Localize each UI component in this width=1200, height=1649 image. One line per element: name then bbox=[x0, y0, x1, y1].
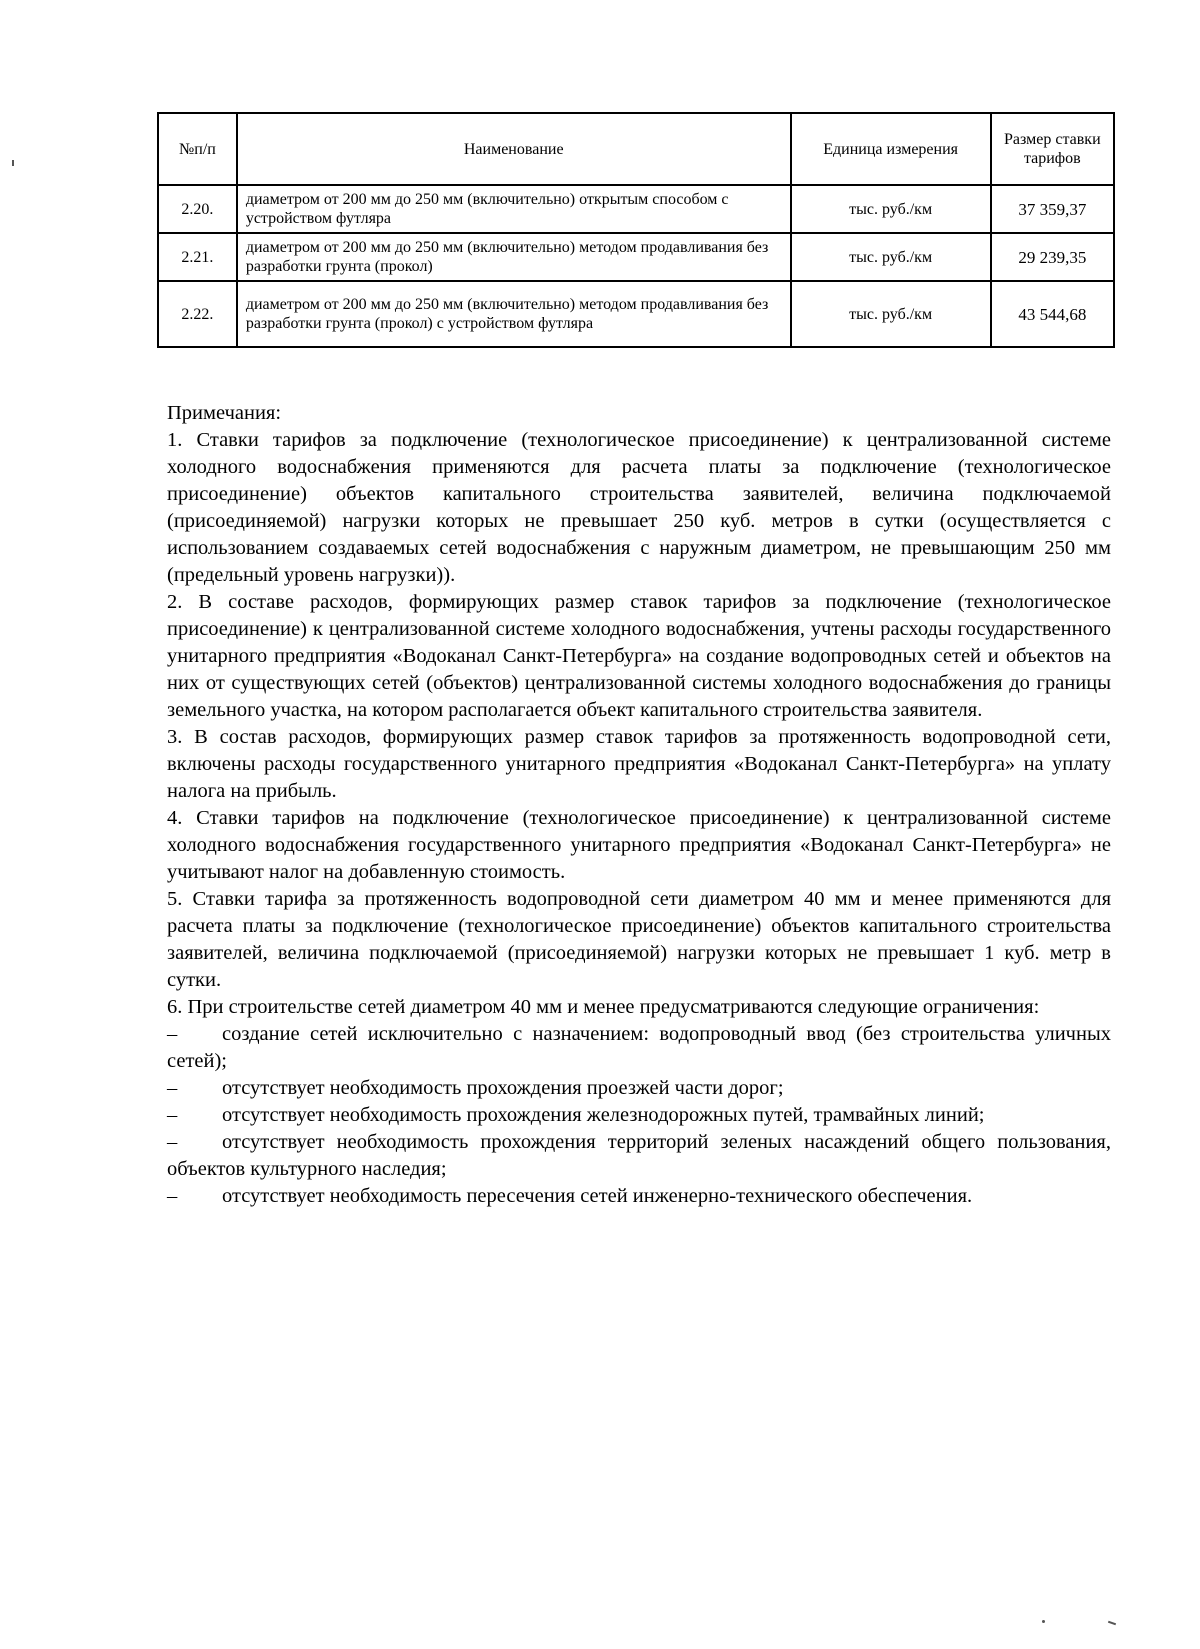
note-bullet bbox=[167, 1102, 1111, 1129]
row-name: диаметром от 200 мм до 250 мм (включительно) методом продавливания без разработки грунта (прокол) bbox=[237, 233, 791, 281]
dash-marker: – bbox=[167, 1104, 178, 1126]
row-unit: тыс. руб./км bbox=[791, 233, 991, 281]
row-num: 2.20. bbox=[158, 185, 237, 233]
tariff-table bbox=[157, 112, 1115, 348]
scan-artifact bbox=[1042, 1620, 1045, 1623]
row-name: диаметром от 200 мм до 250 мм (включительно) открытым способом с устройством футляра bbox=[237, 185, 791, 233]
row-unit: тыс. руб./км bbox=[791, 185, 991, 233]
notes-section bbox=[167, 400, 1111, 1210]
note-item: 6. При строительстве сетей диаметром 40 мм и менее предусматриваются следующие ограничения: bbox=[167, 996, 1040, 1018]
scan-artifact bbox=[1108, 1621, 1116, 1626]
bullet-text: отсутствует необходимость прохождения проезжей части дорог; bbox=[222, 1077, 784, 1099]
row-rate: 37 359,37 bbox=[991, 185, 1114, 233]
row-name: диаметром от 200 мм до 250 мм (включительно) методом продавливания без разработки грунта (прокол) с устройством футляра bbox=[237, 281, 791, 347]
bullet-text: отсутствует необходимость прохождения железнодорожных путей, трамвайных линий; bbox=[222, 1104, 985, 1126]
table-row bbox=[158, 185, 1114, 233]
note-item: 4. Ставки тарифов на подключение (технологическое присоединение) к централизованной системе холодного водоснабжения государственного унитарного предприятия «Водоканал Санкт-Петербурга» не учитывают налог на добавленную стоимость. bbox=[167, 807, 1111, 883]
bullet-text: отсутствует необходимость пересечения сетей инженерно-технического обеспечения. bbox=[222, 1185, 973, 1207]
note-item: 1. Ставки тарифов за подключение (технологическое присоединение) к централизованной системе холодного водоснабжения применяются для расчета платы за подключение (технологическое присоединение) объектов капитального строительства заявителей, величина подключаемой (присоединяемой) нагрузки которых не превышает 250 куб. метров в сутки (осуществляется с использованием создаваемых сетей водоснабжения с наружным диаметром, не превышающим 250 мм (предельный уровень нагрузки)). bbox=[167, 429, 1111, 586]
note-bullet bbox=[167, 1075, 1111, 1102]
note-bullet bbox=[167, 1021, 1111, 1075]
dash-marker: – bbox=[167, 1077, 178, 1099]
dash-marker: – bbox=[167, 1131, 178, 1153]
note-bullet bbox=[167, 1129, 1111, 1183]
row-num: 2.21. bbox=[158, 233, 237, 281]
header-name: Наименование bbox=[237, 113, 791, 185]
table-row bbox=[158, 281, 1114, 347]
bullet-text: отсутствует необходимость прохождения территорий зеленых насаждений общего пользования, объектов культурного наследия; bbox=[167, 1131, 1111, 1180]
bullet-text: создание сетей исключительно с назначением: водопроводный ввод (без строительства уличных сетей); bbox=[167, 1023, 1111, 1072]
note-item: 3. В состав расходов, формирующих размер ставок тарифов за протяженность водопроводной сети, включены расходы государственного унитарного предприятия «Водоканал Санкт-Петербурга» на уплату налога на прибыль. bbox=[167, 726, 1111, 802]
header-unit: Единица измерения bbox=[791, 113, 991, 185]
row-num: 2.22. bbox=[158, 281, 237, 347]
scan-artifact bbox=[12, 160, 14, 166]
note-bullet bbox=[167, 1183, 1111, 1210]
table-row bbox=[158, 233, 1114, 281]
row-rate: 29 239,35 bbox=[991, 233, 1114, 281]
note-item: 2. В составе расходов, формирующих размер ставок тарифов за подключение (технологическое присоединение) к централизованной системе холодного водоснабжения, учтены расходы государственного унитарного предприятия «Водоканал Санкт-Петербурга» на создание водопроводных сетей и объектов на них от существующих сетей (объектов) централизованной системы холодного водоснабжения до границы земельного участка, на котором располагается объект капитального строительства заявителя. bbox=[167, 591, 1111, 721]
table-header-row bbox=[158, 113, 1114, 185]
dash-marker: – bbox=[167, 1185, 178, 1207]
note-item: 5. Ставки тарифа за протяженность водопроводной сети диаметром 40 мм и менее применяются для расчета платы за подключение (технологическое присоединение) объектов капитального строительства заявителей, величина подключаемой (присоединяемой) нагрузки которых не превышает 1 куб. метр в сутки. bbox=[167, 888, 1111, 991]
header-rate: Размер ставки тарифов bbox=[991, 113, 1114, 185]
row-unit: тыс. руб./км bbox=[791, 281, 991, 347]
dash-marker: – bbox=[167, 1023, 178, 1045]
notes-title: Примечания: bbox=[167, 402, 282, 424]
header-num: №п/п bbox=[158, 113, 237, 185]
row-rate: 43 544,68 bbox=[991, 281, 1114, 347]
